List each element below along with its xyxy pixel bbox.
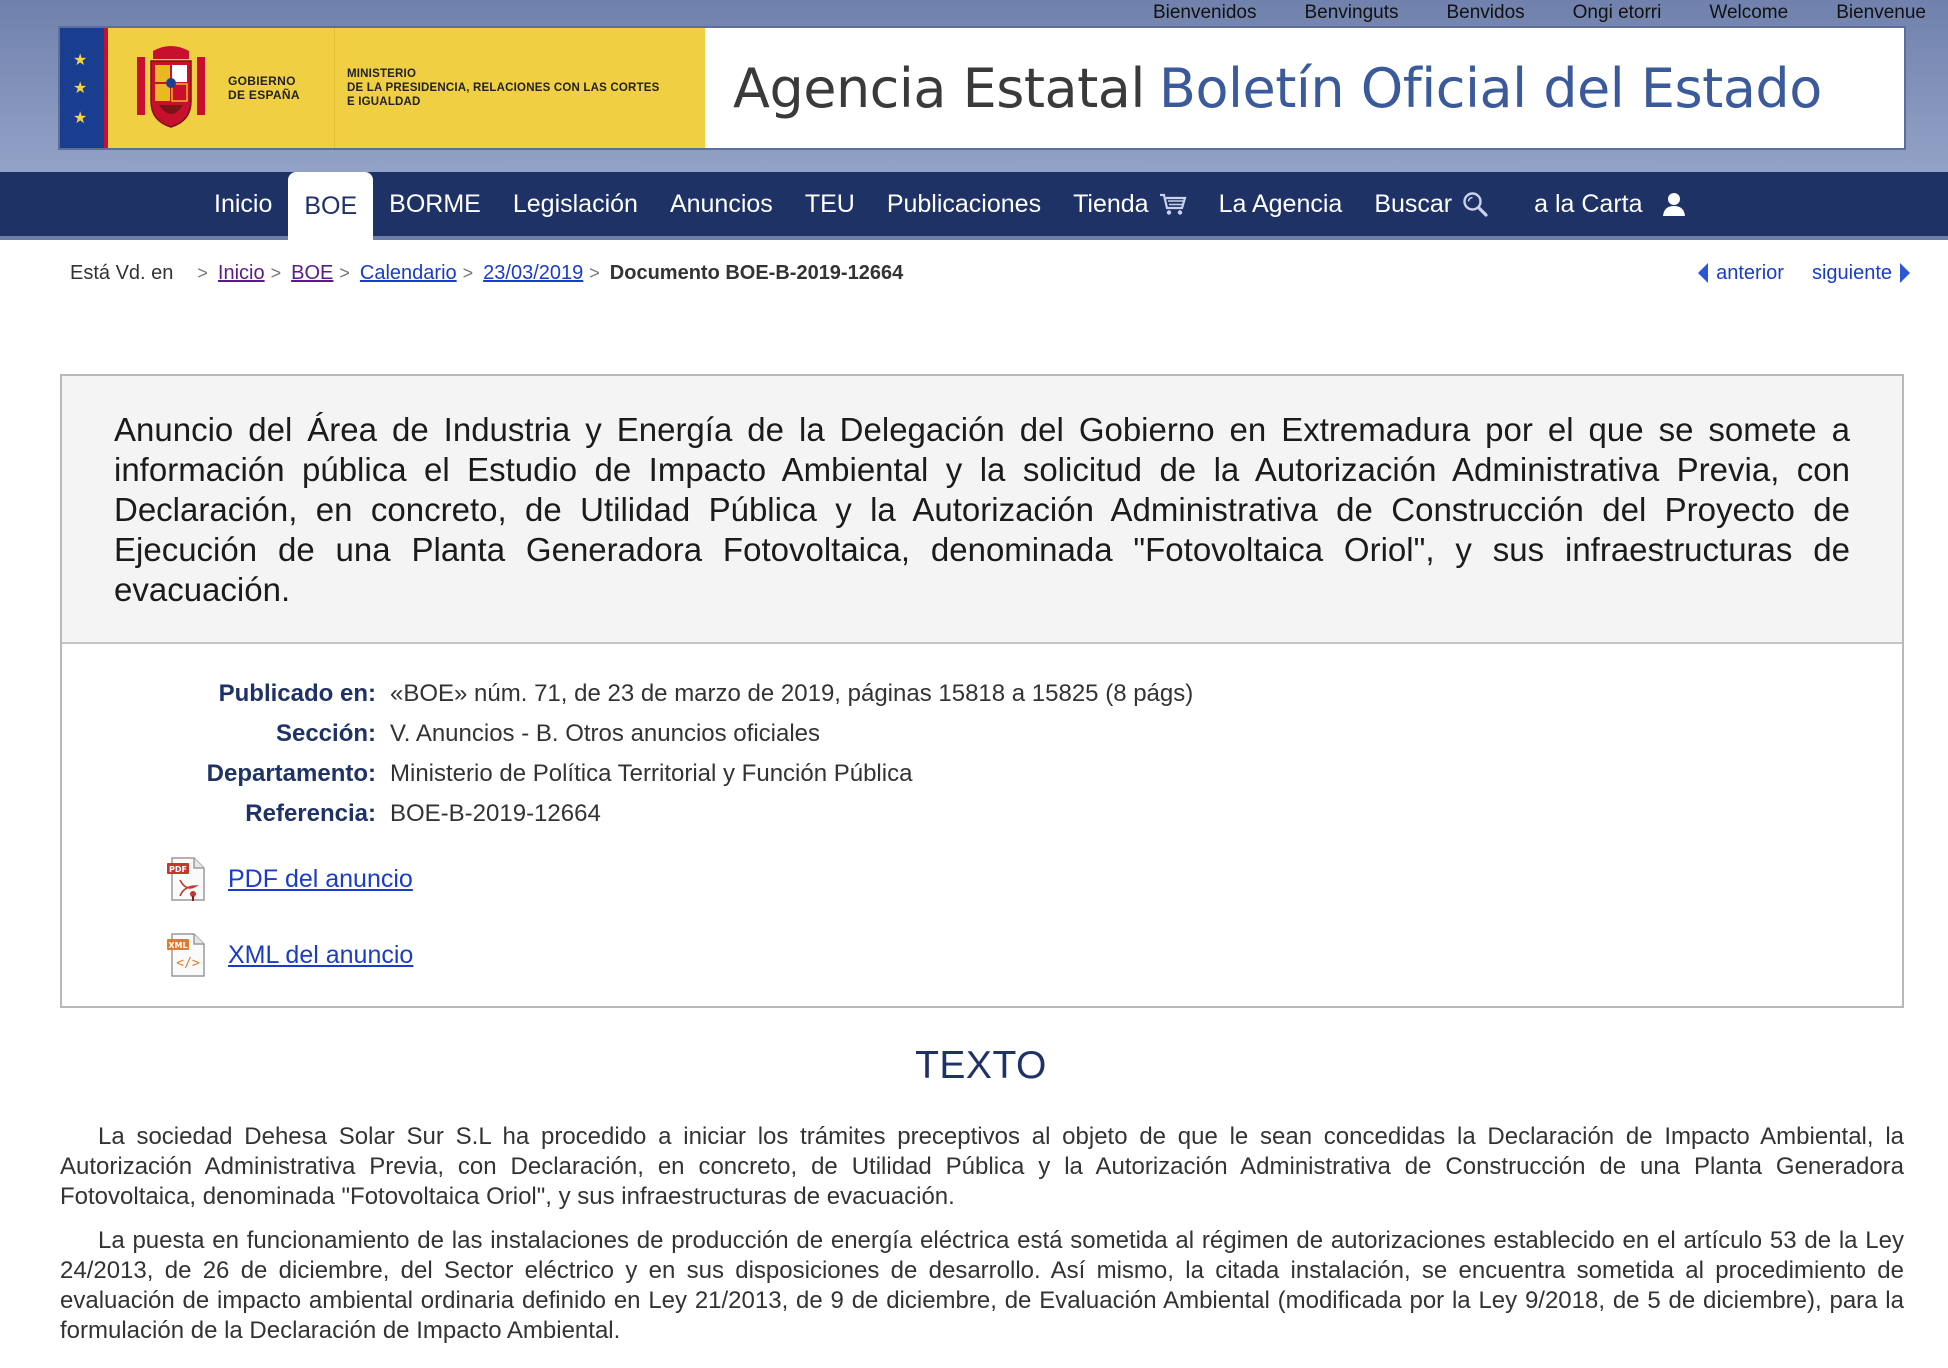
meta-referencia <box>62 794 1902 834</box>
meta-value: V. Anuncios - B. Otros anuncios oficiales <box>390 720 821 747</box>
flag-stripe <box>104 28 108 148</box>
eu-star-icon: ★ <box>73 80 88 97</box>
meta-label: Publicado en: <box>218 680 376 707</box>
government-logo <box>60 28 705 148</box>
nav-a-la-carta-label: a la Carta <box>1534 189 1643 218</box>
breadcrumb-current: Documento BOE-B-2019-12664 <box>609 261 904 284</box>
nav-a-la-carta[interactable] <box>1518 172 1702 236</box>
agency-title[interactable] <box>705 28 1904 148</box>
site-header <box>0 0 1948 172</box>
meta-label: Referencia: <box>245 800 376 827</box>
meta-value: «BOE» núm. 71, de 23 de marzo de 2019, páginas 15818 a 15825 (8 págs) <box>390 680 1194 707</box>
svg-text:</>: </> <box>176 956 200 971</box>
meta-label: Departamento: <box>206 760 376 787</box>
ministry-name-line: MINISTERIO <box>347 68 417 80</box>
document-metadata <box>62 644 1902 978</box>
pdf-file-icon[interactable] <box>166 856 208 902</box>
pdf-icon-label: PDF <box>169 865 187 874</box>
chevron-right-icon: > <box>339 262 350 283</box>
banner[interactable] <box>58 26 1906 150</box>
nav-borme[interactable]: BORME <box>389 189 481 218</box>
lang-en[interactable]: Welcome <box>1709 2 1789 23</box>
body-paragraph: La sociedad Dehesa Solar Sur S.L ha procedido a iniciar los trámites preceptivos al objeto de que le sean concedidas la Declaración de Impacto Ambiental, la Autorización Administrativa Previa, con Declaración, en concreto, de Utilidad Pública y la Autorización Administrativa de Construcción de una Planta Generadora Fotovoltaica, denominada "Fotovoltaica Oriol", y sus infraestructuras de evacuación. <box>60 1123 1904 1210</box>
xml-link[interactable]: XML del anuncio <box>228 940 414 969</box>
nav-teu[interactable]: TEU <box>804 189 855 218</box>
meta-value: Ministerio de Política Territorial y Función Pública <box>390 760 913 787</box>
ministry-name-line: DE LA PRESIDENCIA, RELACIONES CON LAS CORTES <box>347 82 660 94</box>
language-bar <box>1129 0 1926 26</box>
arrow-right-icon <box>1900 263 1910 283</box>
cart-icon <box>1159 192 1187 216</box>
ministry-name-line: E IGUALDAD <box>347 96 421 108</box>
lang-es[interactable]: Bienvenidos <box>1152 2 1257 23</box>
pdf-download <box>166 856 1902 902</box>
coat-of-arms-icon <box>128 40 214 136</box>
lang-eu[interactable]: Ongi etorri <box>1572 2 1662 23</box>
nav-tienda-label: Tienda <box>1073 189 1149 218</box>
next-label: siguiente <box>1811 261 1892 284</box>
government-name-line: GOBIERNO <box>228 74 296 88</box>
next-link[interactable] <box>1812 262 1910 285</box>
nav-legislacion[interactable]: Legislación <box>512 189 638 218</box>
user-icon <box>1661 191 1687 217</box>
breadcrumb-calendario[interactable]: Calendario <box>359 261 457 284</box>
pdf-link[interactable]: PDF del anuncio <box>228 864 413 893</box>
chevron-right-icon: > <box>462 262 474 283</box>
xml-download <box>166 932 1902 978</box>
document-pager <box>1698 262 1910 285</box>
texto-heading: TEXTO <box>915 1044 1047 1087</box>
nav-boe[interactable]: BOE <box>288 172 373 240</box>
breadcrumb <box>70 258 1910 288</box>
meta-label: Sección: <box>275 720 376 747</box>
breadcrumb-inicio[interactable]: Inicio <box>217 261 265 284</box>
eu-flag-strip <box>60 28 104 148</box>
xml-file-icon[interactable] <box>166 932 208 978</box>
document-title: Anuncio del Área de Industria y Energía de la Delegación del Gobierno en Extremadura por el que se somete a información pública el Estudio de Impacto Ambiental y la solicitud de la Autorización Administrativa Previa, con Declaración, en concreto, de Utilidad Pública y la Autorización Administrativa de Construcción del Proyecto de Ejecución de una Planta Generadora Fotovoltaica, denominada "Fotovoltaica Oriol", y sus infraestructuras de evacuación. <box>62 376 1902 644</box>
nav-publicaciones[interactable]: Publicaciones <box>886 189 1042 218</box>
nav-la-agencia[interactable]: La Agencia <box>1218 189 1343 218</box>
chevron-right-icon: > <box>589 262 600 283</box>
nav-anuncios[interactable]: Anuncios <box>669 189 773 218</box>
body-paragraph: La puesta en funcionamiento de las instalaciones de producción de energía eléctrica está sometida al régimen de autorizaciones establecido en el artículo 53 de la Ley 24/2013, de 26 de diciembre, del Sector eléctrico y en sus disposiciones de desarrollo. Así mismo, la citada instalación, se encuentra sometida al procedimiento de evaluación de impacto ambiental ordinaria definido en Ley 21/2013, de 9 de diciembre, de Evaluación Ambiental (modificada por la Ley 9/2018, de 5 de diciembre), para la formulación de la Declaración de Impacto Ambiental. <box>60 1227 1904 1344</box>
meta-departamento <box>62 754 1902 794</box>
breadcrumb-fecha[interactable]: 23/03/2019 <box>483 261 584 284</box>
main-nav <box>0 172 1948 240</box>
lang-gl[interactable]: Benvidos <box>1446 2 1525 23</box>
search-icon <box>1462 191 1488 217</box>
lang-ca[interactable]: Benvinguts <box>1304 2 1399 23</box>
ministry-name <box>347 67 697 109</box>
agency-title-part2: Boletín Oficial del Estado <box>1158 56 1822 120</box>
lang-fr[interactable]: Bienvenue <box>1836 2 1926 23</box>
document-body <box>60 1122 1904 1360</box>
arrow-left-icon <box>1698 263 1708 283</box>
government-name <box>228 74 328 102</box>
meta-value: BOE-B-2019-12664 <box>390 800 601 827</box>
document-summary <box>60 374 1904 1008</box>
agency-title-part1: Agencia Estatal <box>733 56 1145 120</box>
nav-buscar[interactable] <box>1358 172 1504 236</box>
eu-star-icon: ★ <box>73 110 88 127</box>
government-name-line: DE ESPAÑA <box>228 88 300 102</box>
xml-icon-label: XML <box>168 941 188 950</box>
logo-divider <box>334 28 335 148</box>
chevron-right-icon: > <box>270 262 282 283</box>
eu-star-icon: ★ <box>73 52 88 69</box>
chevron-right-icon: > <box>197 262 208 283</box>
nav-tienda[interactable] <box>1057 172 1203 236</box>
meta-seccion <box>62 714 1902 754</box>
nav-inicio[interactable]: Inicio <box>214 189 273 218</box>
previous-label: anterior <box>1716 261 1784 284</box>
breadcrumb-label: Está Vd. en <box>70 261 174 284</box>
breadcrumb-boe[interactable]: BOE <box>291 261 334 284</box>
meta-publicado <box>62 674 1902 714</box>
nav-buscar-label: Buscar <box>1374 189 1453 218</box>
previous-link[interactable] <box>1698 262 1784 285</box>
